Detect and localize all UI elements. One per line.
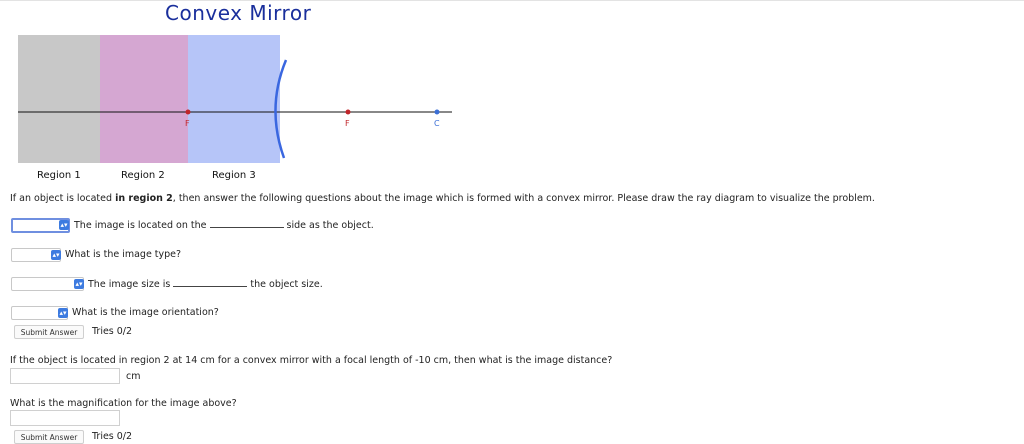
unit-label: cm	[126, 371, 141, 382]
select-arrow-icon: ▴▾	[59, 309, 67, 317]
center-curvature-dot	[435, 110, 440, 115]
image-side-select[interactable]	[11, 218, 70, 233]
select-arrow-icon: ▴▾	[60, 221, 68, 229]
image-orientation-select[interactable]	[11, 306, 68, 320]
question-intro	[10, 193, 875, 204]
q2-text: What is the image type?	[65, 249, 182, 260]
intro-emphasis: in region 2	[115, 193, 173, 204]
q1-blank	[210, 219, 284, 228]
image-distance-input[interactable]	[10, 368, 120, 384]
region-2-label: Region 2	[121, 170, 165, 181]
center-curvature-label: C	[434, 119, 440, 128]
top-divider	[0, 0, 1024, 1]
focal-point-right-dot	[346, 110, 351, 115]
q1-text-after: side as the object.	[286, 220, 374, 231]
region-1-label: Region 1	[37, 170, 81, 181]
intro-text-rest: , then answer the following questions about the image which is formed with a convex mirror. Please draw the ray diagram to visualize the problem.	[172, 193, 875, 204]
intro-text: If an object is located	[10, 193, 116, 204]
tries-counter: Tries 0/2	[92, 326, 133, 337]
submit-answer-button[interactable]: Submit Answer	[14, 325, 84, 339]
image-size-select[interactable]	[11, 277, 84, 291]
region-2-area	[100, 35, 188, 163]
page-title: Convex Mirror	[165, 1, 312, 25]
region-3-label: Region 3	[212, 170, 256, 181]
select-arrow-icon: ▴▾	[52, 251, 60, 259]
magnification-input[interactable]	[10, 410, 120, 426]
q1-row	[74, 219, 374, 231]
q4-text: What is the image orientation?	[72, 307, 219, 318]
select-arrow-icon: ▴▾	[75, 280, 83, 288]
q1-text: The image is located on the	[74, 220, 207, 231]
tries-counter-2: Tries 0/2	[92, 431, 133, 442]
q3-text: The image size is	[88, 279, 171, 290]
q3-row	[88, 278, 323, 290]
mirror-diagram	[0, 30, 470, 190]
q3-text-after: the object size.	[250, 279, 323, 290]
focal-point-left-label: F	[185, 119, 190, 128]
focal-point-right-label: F	[345, 119, 350, 128]
region-1-area	[18, 35, 100, 163]
focal-point-left-dot	[186, 110, 191, 115]
magnification-question: What is the magnification for the image above?	[10, 398, 237, 409]
q3-blank	[173, 278, 247, 287]
image-type-select[interactable]	[11, 248, 61, 262]
submit-answer-button-2[interactable]: Submit Answer	[14, 430, 84, 444]
image-distance-question: If the object is located in region 2 at 14 cm for a convex mirror with a focal length of -10 cm, then what is the image distance?	[10, 355, 613, 366]
region-3-area	[188, 35, 280, 163]
